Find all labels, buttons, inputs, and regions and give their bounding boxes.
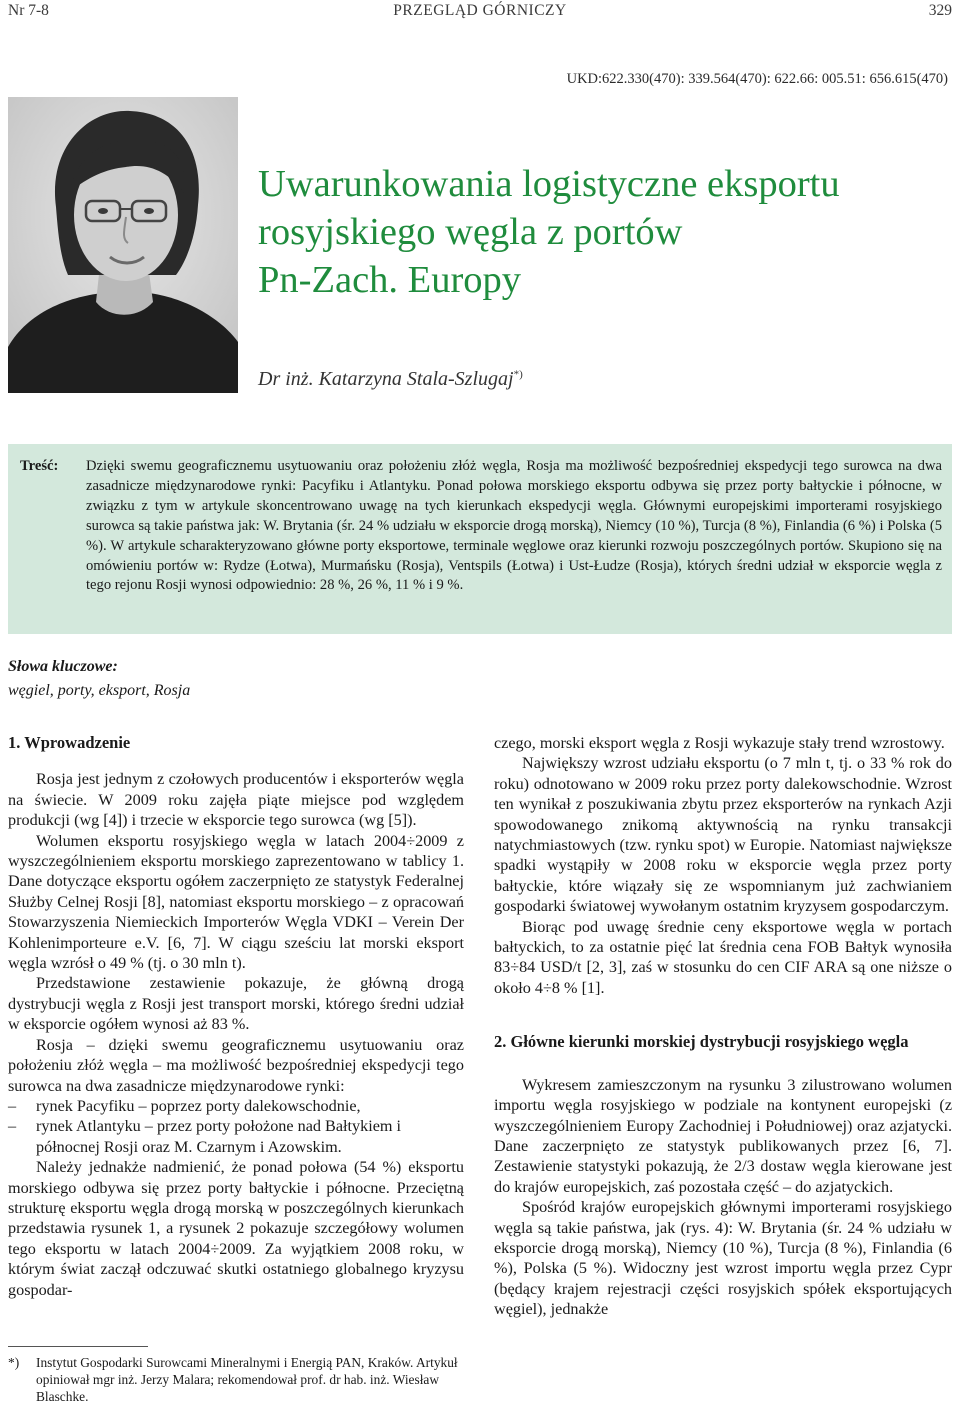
footnote-text: Instytut Gospodarki Surowcami Mineralnymi i Energią PAN, Kraków. Artykuł opiniował mgr inż. Jerzy Malara; rekomendował prof. dr hab. inż. Wiesław Blaschke.: [36, 1355, 458, 1405]
issue-number: Nr 7-8: [8, 2, 49, 19]
title-line-2: rosyjskiego węgla z portów: [258, 211, 683, 253]
running-header: [8, 2, 952, 24]
list-item-atlantic: [8, 1116, 464, 1157]
page-number: 329: [928, 2, 952, 19]
left-paragraph-2: Wolumen eksportu rosyjskiego węgla w latach 2004÷2009 z wyszczególnieniem eksportu morskiego zaprezentowano w tablicy 1. Dane dotyczące eksportu ogółem zaczerpnięto ze statystyk Federalnej Służby Celnej Rosji [8], natomiast eksportu morskiego – z opracowań Stowarzyszenia Niemieckich Importerów Węgla VDKI – Verein Der Kohlenimporteure e.V. [6, 7]. W ciągu sześciu lat morski eksport węgla wzrósł o 49 % (tj. o 30 mln t).: [8, 831, 464, 973]
left-paragraph-1: Rosja jest jednym z czołowych producentów i eksporterów węgla na świecie. W 2009 roku zajęła piąte miejsce pod względem produkcji (wg [4]) i trzecie w eksporcie tego surowca (wg [5]).: [8, 770, 464, 830]
author-portrait-image: [8, 97, 238, 393]
footnote-mark: *): [8, 1355, 20, 1370]
author-footnote-mark: *): [513, 368, 523, 381]
section-1-heading: 1. Wprowadzenie: [8, 733, 131, 752]
article-title: [258, 160, 938, 304]
author-photo: [8, 97, 238, 393]
keywords-label: Słowa kluczowe:: [8, 658, 118, 675]
title-line-3: Pn-Zach. Europy: [258, 259, 522, 301]
title-line-1: Uwarunkowania logistyczne eksportu: [258, 163, 840, 205]
footnote-rule: [8, 1346, 148, 1347]
list-item-pacific: [8, 1096, 464, 1116]
footnote: [8, 1354, 464, 1406]
left-paragraph-5: Należy jednakże nadmienić, że ponad połowa (54 %) eksportu morskiego odbywa się przez porty bałtyckie i północne. Przeciętną strukturę eksportu węgla drogą morską w poszczególnych kierunkach przedstawia rysunek 1, a rysunek 2 pokazuje szczegółowy wolumen tego eksportu w latach 2004÷2009. Za wyjątkiem 2008 roku, w którym świat zaczął odczuwać skutki ostatniego globalnego kryzysu gospodar-: [8, 1158, 464, 1299]
right-paragraph-5: Spośród krajów europejskich głównymi importerami rosyjskiego węgla są takie państwa, jak (rys. 4): W. Brytania (śr. 24 % udziału w eksporcie drogą morską), Niemcy (10 %), Turcja (8 %), Finlandia (6 %), Polska (5 %). Widoczny jest wzrost importu węgla przez Cypr (będący krajem rejestracji części rosyjskich spółek eksportujących węgiel), jednakże: [494, 1198, 952, 1319]
right-paragraph-2: Największy wzrost udziału eksportu (o 7 mln t, tj. o 33 % rok do roku) odnotowano w 2009 roku przez porty dalekowschodnie. Wzrost ten wynikał z poszukiwania zbytu przez eksporterów na rynkach Azji spowodowanego znikomą aktywnością na rynku transakcji natychmiastowych (tzw. rynku spot) w Europie. Natomiast największe spadki wystąpiły w 2008 roku w eksporcie węgla przez porty bałtyckie, które wiązały się ze wspomnianym już zachwianiem gospodarki światowej wywołanym ostatnim kryzysem gospodarczym.: [494, 754, 952, 916]
abstract-text: Dzięki swemu geograficznemu usytuowaniu oraz położeniu złóż węgla, Rosja ma możliwość bezpośredniej ekspedycji tego surowca na dwa zasadnicze międzynarodowe rynki: Pacyfiku i Atlantyku. Ponad połowa morskiego eksportu odbywa się przez porty bałtyckie i północne, w związku z tym w artykule skoncentrowano uwagę na tych kierunkach ekspedycji węgla. Głównymi europejskimi importerami rosyjskiego surowca są takie państwa jak: W. Brytania (śr. 24 % udziału w eksporcie drogą morską), Niemcy (10 %), Turcja (8 %), Finlandia (6 %) i Polska (5 %). W artykule scharakteryzowano główne porty eksportowe, terminale węglowe oraz kierunki rozwoju poszczególnych portów. Skupiono się na omówieniu portów w: Rydze (Łotwa), Murmańsku (Rosja), Ventspils (Łotwa) i Ust-Łudze (Rosja), których średni udział w eksporcie węgla z tego rejonu Rosji wynosi odpowiednio: 28 %, 26 %, 11 % i 9 %.: [86, 458, 942, 594]
right-paragraph-3: Biorąc pod uwagę średnie ceny eksportowe węgla w portach bałtyckich, to za ostatnie pięć lat średnia cena FOB Bałtyk wynosiła 83÷84 USD/t [2, 3], zaś w stosunku do cen CIF ARA są one niższe o około 4÷8 % [1].: [494, 917, 952, 997]
journal-name: PRZEGLĄD GÓRNICZY: [393, 2, 567, 19]
abstract-paragraph: [20, 457, 942, 596]
abstract-label: Treść:: [20, 458, 59, 474]
ukd-classification: UKD:622.330(470): 339.564(470): 622.66: 005.51: 656.615(470): [566, 71, 948, 87]
keywords-text: węgiel, porty, eksport, Rosja: [8, 682, 191, 699]
list-dash: –: [8, 1096, 17, 1115]
right-paragraph-1: czego, morski eksport węgla z Rosji wykazuje stały trend wzrostowy.: [494, 734, 945, 752]
list-item-text: rynek Atlantyku – przez porty położone nad Bałtykiem i północnej Rosji oraz M. Czarnym i Azowskim.: [36, 1117, 402, 1156]
abstract-box: [8, 444, 952, 634]
right-column: [494, 733, 952, 1320]
author-line: [258, 368, 523, 391]
left-column: [8, 733, 464, 1300]
list-item-text: rynek Pacyfiku – poprzez porty dalekowschodnie,: [36, 1096, 361, 1115]
section-2-heading: 2. Główne kierunki morskiej dystrybucji rosyjskiego węgla: [494, 1032, 909, 1052]
list-dash: –: [8, 1117, 17, 1136]
left-paragraph-3: Przedstawione zestawienie pokazuje, że główną drogą dystrybucji węgla z Rosji jest transport morski, którego średni udział w eksporcie ogółem wynosi aż 83 %.: [8, 974, 464, 1034]
right-paragraph-4: Wykresem zamieszczonym na rysunku 3 zilustrowano wolumen importu węgla rosyjskiego w podziale na kontynent europejski (z wyszczególnieniem Europy Zachodniej i Południowej) oraz azjatycki. Dane zaczerpnięto ze statystyk publikowanych przez [6, 7]. Zestawienie statystyki pokazują, że 2/3 dostaw węgla kierowane jest do krajów europejskich, zaś pozostała część – do azjatyckich.: [494, 1075, 952, 1196]
left-paragraph-4: Rosja – dzięki swemu geograficznemu usytuowaniu oraz położeniu złóż węgla – ma możliwość bezpośredniej ekspedycji tego surowca na dwa zasadnicze międzynarodowe rynki:: [8, 1035, 464, 1095]
author-name: Dr inż. Katarzyna Stala-Szlugaj: [258, 368, 514, 390]
